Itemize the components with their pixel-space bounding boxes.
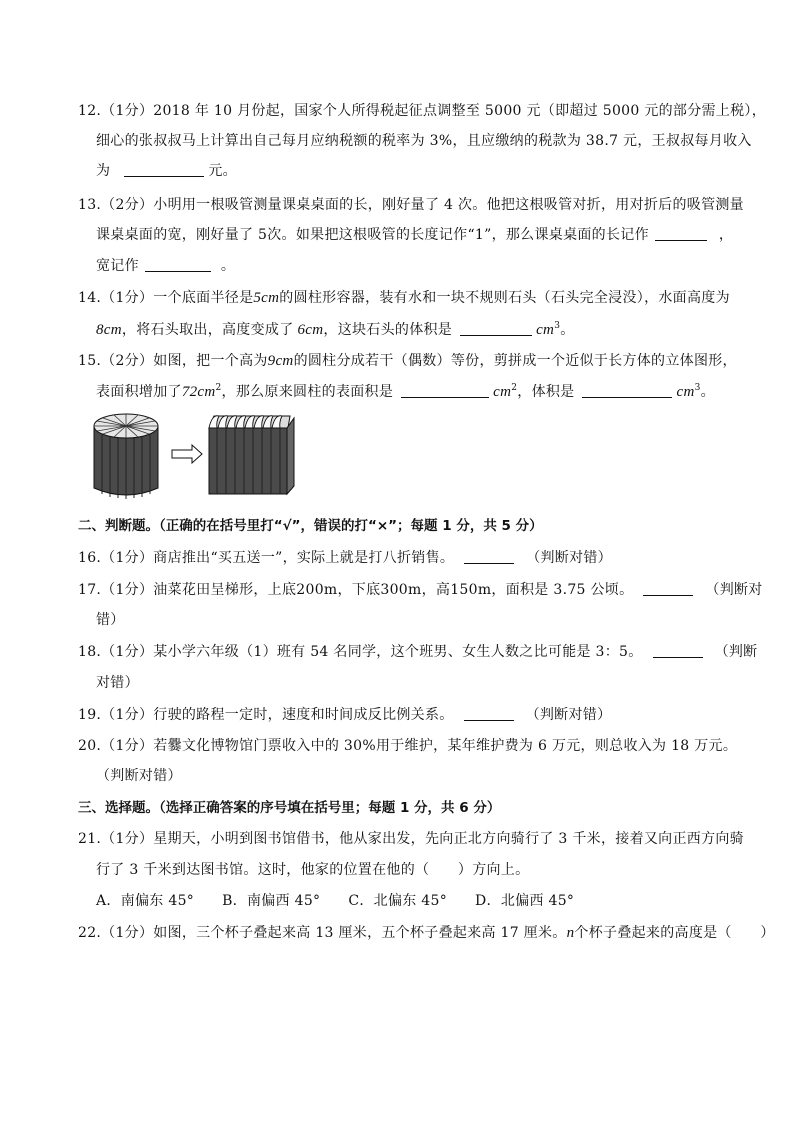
q15-line2 bbox=[96, 382, 715, 402]
q21-options bbox=[96, 891, 602, 911]
q17-u2: 300m bbox=[380, 582, 422, 598]
q22-text-a: 22.（1分）如图，三个杯子叠起来高 13 厘米，五个杯子叠起来高 17 厘米。 bbox=[78, 925, 567, 941]
q17-c: ，高 bbox=[421, 582, 451, 598]
q22-text-b: 个杯子叠起来的高度是（ ） bbox=[574, 925, 775, 941]
q12-line3 bbox=[96, 161, 237, 181]
answer-blank[interactable] bbox=[464, 706, 514, 721]
answer-blank[interactable] bbox=[653, 643, 703, 658]
answer-blank[interactable] bbox=[643, 581, 693, 596]
q18-text: 18.（1分）某小学六年级（1）班有 54 名同学，这个班男、女生人数之比可能是 3：5。 bbox=[78, 644, 643, 660]
q15-unit-cm2: cm bbox=[493, 384, 512, 400]
q15-value-72cm2: 72cm bbox=[181, 384, 216, 400]
q15-sup-2b: 2 bbox=[511, 383, 518, 393]
q14-unit-6cm: 6cm bbox=[297, 322, 324, 338]
q21-option-b[interactable]: B．南偏西 45° bbox=[222, 893, 321, 909]
answer-blank[interactable] bbox=[582, 383, 672, 398]
q12-line2: 细心的张叔叔马上计算出自己每月应纳税额的税率为 3%，且应缴纳的税款为 38.7 元，王叔叔每月收入 bbox=[96, 133, 752, 149]
q14-line2-b: ，这块石头的体积是 bbox=[323, 322, 453, 338]
q20-line2: （判断对错） bbox=[96, 768, 182, 784]
q17-line2: 错） bbox=[96, 612, 125, 628]
answer-blank[interactable] bbox=[145, 257, 211, 272]
q17-b: ，下底 bbox=[337, 582, 381, 598]
q14-unit-5cm: 5cm bbox=[253, 290, 280, 306]
q15-sup-3: 3 bbox=[694, 383, 701, 393]
q21-option-a[interactable]: A．南偏东 45° bbox=[96, 893, 195, 909]
section-3-heading: 三、选择题。（选择正确答案的序号填在括号里；每题 1 分，共 6 分） bbox=[78, 800, 501, 816]
q12-line1: 12.（1分）2018 年 10 月份起，国家个人所得税起征点调整至 5000 元（即超过 5000 元的部分需上税）， bbox=[78, 103, 767, 119]
q14-line2-end: 。 bbox=[560, 322, 575, 338]
q18-line2: 对错） bbox=[96, 675, 139, 691]
answer-blank[interactable] bbox=[460, 321, 532, 336]
q17-u1: 200m bbox=[296, 582, 338, 598]
q13-line3 bbox=[96, 256, 235, 276]
q16-line1 bbox=[78, 548, 612, 568]
q16-text: 16.（1分）商店推出“买五送一”，实际上就是打八折销售。 bbox=[78, 550, 455, 566]
cylinder-figure bbox=[88, 406, 308, 502]
q14-line1-a: 14.（1分）一个底面半径是 bbox=[78, 290, 254, 306]
answer-blank[interactable] bbox=[655, 226, 707, 241]
q14-unit-8cm: 8cm bbox=[96, 322, 122, 338]
q13-line2-text: 课桌桌面的宽，刚好量了 5次。如果把这根吸管的长度记作“1”，那么课桌桌面的长记作 bbox=[96, 227, 649, 243]
right-arrow-icon bbox=[172, 445, 202, 463]
q14-unit-cm3: cm bbox=[536, 322, 555, 338]
q15-line2-c: ，体积是 bbox=[517, 384, 575, 400]
q18-judge: （判断 bbox=[714, 644, 758, 660]
q19-line1 bbox=[78, 705, 611, 725]
q15-line2-b: ，那么原来圆柱的表面积是 bbox=[221, 384, 394, 400]
q15-unit-9cm: 9cm bbox=[267, 353, 294, 369]
q13-line3-end: 。 bbox=[220, 258, 236, 274]
q22-line1 bbox=[78, 923, 775, 943]
q19-judge: （判断对错） bbox=[525, 707, 612, 723]
q15-line1-a: 15.（2分）如图，把一个高为 bbox=[78, 353, 268, 369]
q18-line1 bbox=[78, 642, 757, 662]
q17-d: ，面积是 3.75 公顷。 bbox=[491, 582, 634, 598]
q14-sup-3: 3 bbox=[554, 321, 561, 331]
q17-line1 bbox=[78, 580, 763, 600]
q14-line2 bbox=[96, 320, 575, 340]
q13-line2 bbox=[96, 225, 733, 245]
section-2-heading: 二、判断题。（正确的在括号里打“√”，错误的打“×”；每题 1 分，共 5 分） bbox=[78, 518, 543, 534]
q15-line2-end: 。 bbox=[700, 384, 715, 400]
q16-judge: （判断对错） bbox=[526, 550, 612, 566]
q13-line3-text: 宽记作 bbox=[96, 258, 139, 274]
q12-line3-start: 为 bbox=[96, 163, 111, 179]
q15-line1 bbox=[78, 351, 737, 371]
q15-line2-a: 表面积增加了 bbox=[96, 384, 182, 400]
q17-a: 17.（1分）油菜花田呈梯形，上底 bbox=[78, 582, 297, 598]
q13-line1: 13.（2分）小明用一根吸管测量课桌桌面的长，刚好量了 4 次。他把这根吸管对折，用对折后的吸管测量 bbox=[78, 197, 744, 213]
cuboid-figure bbox=[209, 416, 294, 494]
q17-u3: 150m bbox=[450, 582, 492, 598]
answer-blank[interactable] bbox=[401, 383, 489, 398]
q13-line2-comma: ， bbox=[718, 227, 734, 243]
q21-option-c[interactable]: C．北偏东 45° bbox=[348, 893, 448, 909]
q15-sup-2: 2 bbox=[215, 383, 222, 393]
q14-line2-a: ，将石头取出，高度变成了 bbox=[121, 322, 294, 338]
q22-var-n: n bbox=[566, 925, 575, 941]
q12-line3-end: 元。 bbox=[208, 163, 237, 179]
q21-line2: 行了 3 千米到达图书馆。这时，他家的位置在他的（ ）方向上。 bbox=[96, 862, 530, 878]
q15-unit-cm3: cm bbox=[676, 384, 695, 400]
q14-line1-b: 的圆柱形容器，装有水和一块不规则石头（石头完全浸没），水面高度为 bbox=[279, 290, 730, 306]
answer-blank[interactable] bbox=[464, 549, 514, 564]
q15-line1-b: 的圆柱分成若干（偶数）等份，剪拼成一个近似于长方体的立体图形， bbox=[293, 353, 737, 369]
q21-line1: 21.（1分）星期天，小明到图书馆借书，他从家出发，先向正北方向骑行了 3 千米，接着又向正西方向骑 bbox=[78, 831, 744, 847]
q19-text: 19.（1分）行驶的路程一定时，速度和时间成反比例关系。 bbox=[78, 707, 454, 723]
q17-judge: （判断对 bbox=[705, 582, 763, 598]
answer-blank[interactable] bbox=[124, 162, 204, 177]
q14-line1 bbox=[78, 288, 730, 308]
q21-option-d[interactable]: D．北偏西 45° bbox=[475, 893, 575, 909]
q20-line1: 20.（1分）若爨文化博物馆门票收入中的 30%用于维护，某年维护费为 6 万元，则总收入为 18 万元。 bbox=[78, 738, 738, 754]
